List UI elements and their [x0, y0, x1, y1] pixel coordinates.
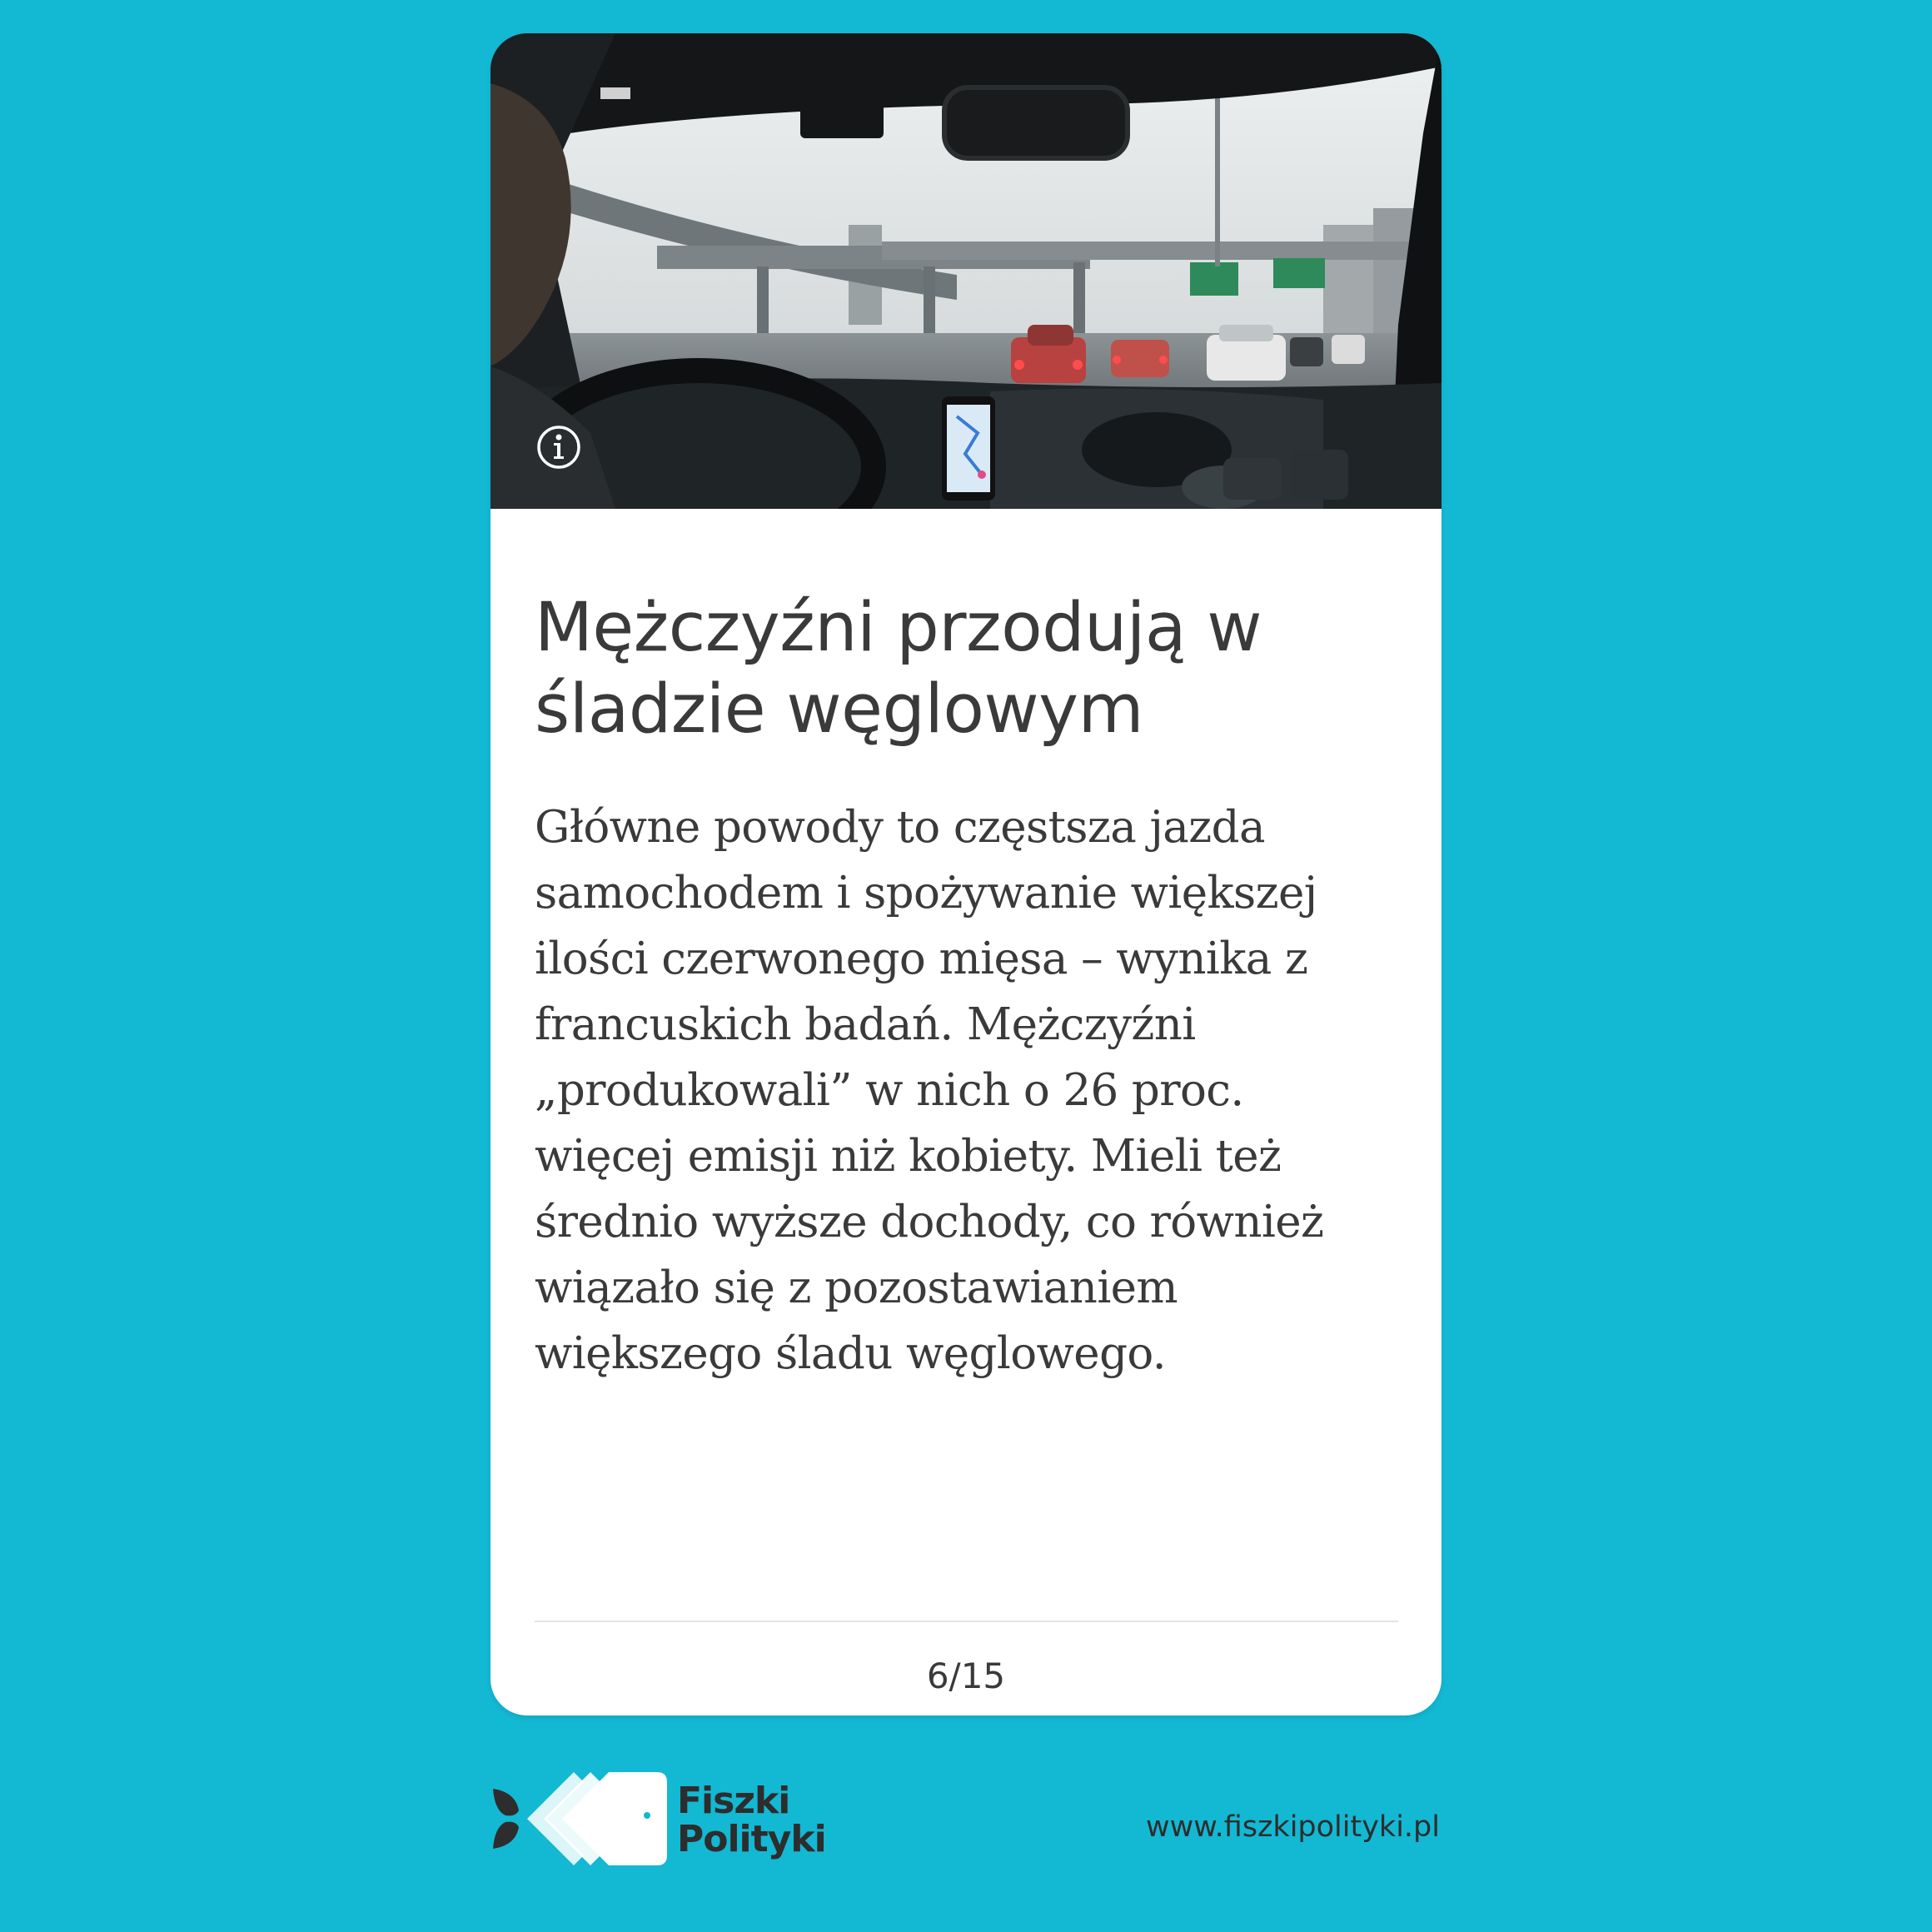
page-counter: 6/15: [926, 1656, 1006, 1696]
website-link[interactable]: www.fiszkipolityki.pl: [1145, 1810, 1440, 1844]
divider: [535, 1621, 1398, 1622]
info-icon[interactable]: [536, 425, 581, 470]
logo-line-1: Fiszki: [677, 1780, 790, 1822]
logo-line-2: Polityki: [677, 1818, 826, 1860]
logo-wordmark: [677, 1782, 826, 1859]
card-title: Mężczyźni przodują w śladzie węglowym: [535, 589, 1262, 749]
card-photo: [490, 33, 1442, 509]
flashcard: [490, 33, 1442, 1715]
card-body: Główne powody to częstsza jazda samochodem i spożywanie większej ilości czerwonego mięsa – wynika z francuskich badań. Mężczyźni „produkowali” w nich o 26 proc. więcej emisji niż kobiety. Mieli też średnio wyższe dochody, co również wiązało się z pozostawianiem większego śladu węglowego.: [535, 802, 1324, 1379]
